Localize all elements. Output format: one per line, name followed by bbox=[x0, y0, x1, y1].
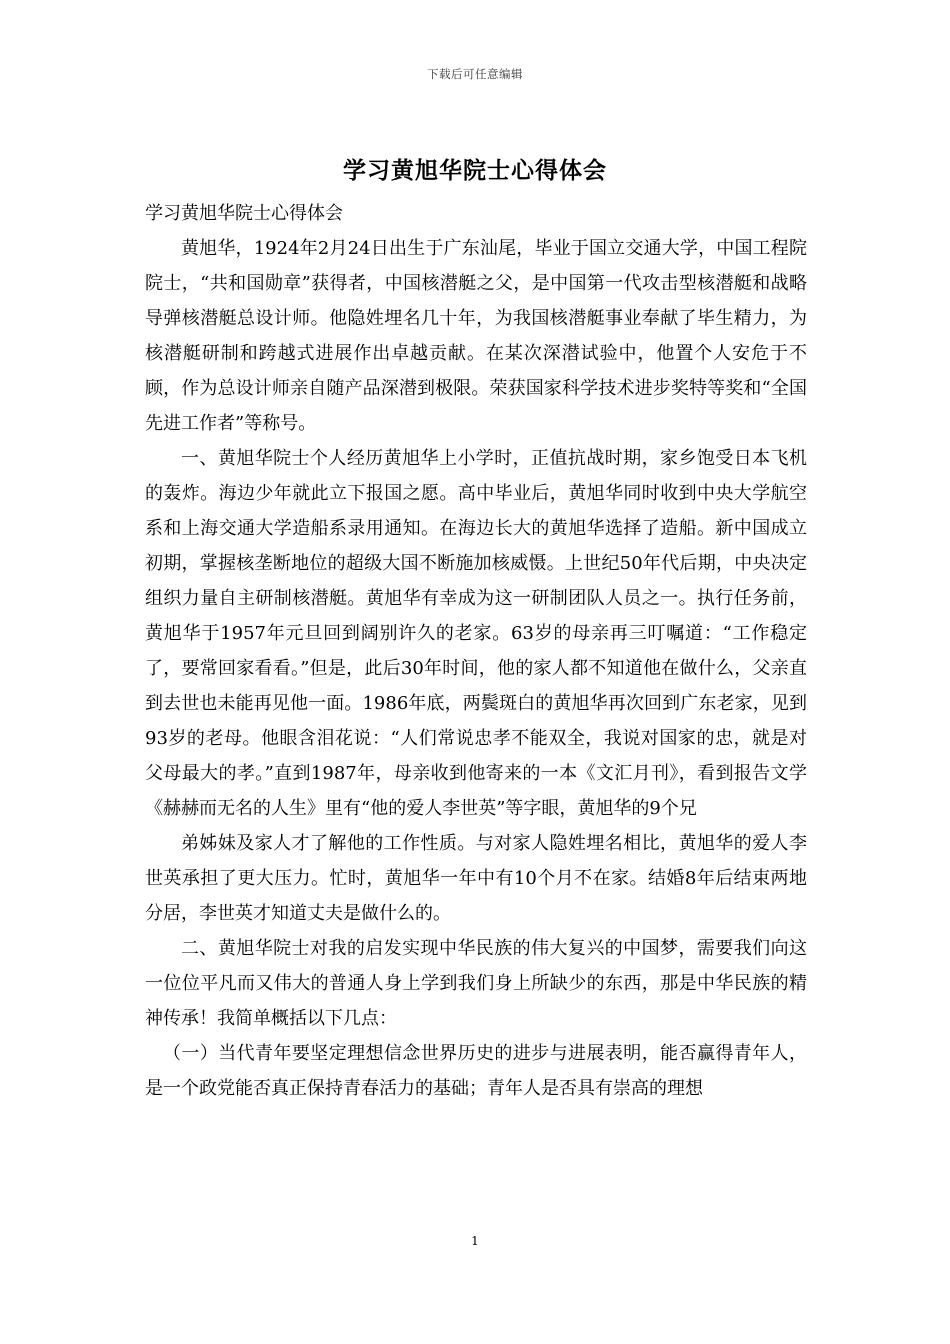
page-number: 1 bbox=[471, 1234, 479, 1248]
document-body bbox=[145, 196, 807, 1106]
paragraph-subsection-one: （一）当代青年要坚定理想信念世界历史的进步与进展表明，能否赢得青年人，是一个政党能否真正保持青春活力的基础；青年人是否具有崇高的理想 bbox=[145, 1043, 807, 1099]
document-subtitle: 学习黄旭华院士心得体会 bbox=[145, 203, 343, 224]
paragraph-intro: 黄旭华，1924年2月24日出生于广东汕尾，毕业于国立交通大学，中国工程院院士，“共和国勋章”获得者，中国核潜艇之父，是中国第一代攻击型核潜艇和战略导弹核潜艇总设计师。他隐姓埋名几十年，为我国核潜艇事业奉献了毕生精力，为核潜艇研制和跨越式进展作出卓越贡献。在某次深潜试验中，他置个人安危于不顾，作为总设计师亲自随产品深潜到极限。荣获国家科学技术进步奖特等奖和“全国先进工作者”等称号。 bbox=[145, 238, 807, 434]
paragraph-section-one-continued: 弟姊妹及家人才了解他的工作性质。与对家人隐姓埋名相比，黄旭华的爱人李世英承担了更大压力。忙时，黄旭华一年中有10个月不在家。结婚8年后结束两地分居，李世英才知道丈夫是做什么的。 bbox=[145, 833, 807, 924]
paragraph-section-two: 二、黄旭华院士对我的启发实现中华民族的伟大复兴的中国梦，需要我们向这一位位平凡而又伟大的普通人身上学到我们身上所缺少的东西，那是中华民族的精神传承！我简单概括以下几点： bbox=[145, 938, 807, 1029]
paragraph-section-one: 一、黄旭华院士个人经历黄旭华上小学时，正值抗战时期，家乡饱受日本飞机的轰炸。海边少年就此立下报国之愿。高中毕业后，黄旭华同时收到中央大学航空系和上海交通大学造船系录用通知。在海边长大的黄旭华选择了造船。新中国成立初期，掌握核垄断地位的超级大国不断施加核威慑。上世纪50年代后期，中央决定组织力量自主研制核潜艇。黄旭华有幸成为这一研制团队人员之一。执行任务前，黄旭华于1957年元旦回到阔别许久的老家。63岁的母亲再三叮嘱道：“工作稳定了，要常回家看看。”但是，此后30年时间，他的家人都不知道他在做什么，父亲直到去世也未能再见他一面。1986年底，两鬓斑白的黄旭华再次回到广东老家，见到93岁的老母。他眼含泪花说：“人们常说忠孝不能双全，我说对国家的忠，就是对父母最大的孝。”直到1987年，母亲收到他寄来的一本《文汇月刊》，看到报告文学《赫赫而无名的人生》里有“他的爱人李世英”等字眼，黄旭华的9个兄 bbox=[145, 448, 807, 819]
page-header: 下载后可任意编辑 bbox=[427, 67, 523, 81]
document-title: 学习黄旭华院士心得体会 bbox=[343, 157, 607, 184]
